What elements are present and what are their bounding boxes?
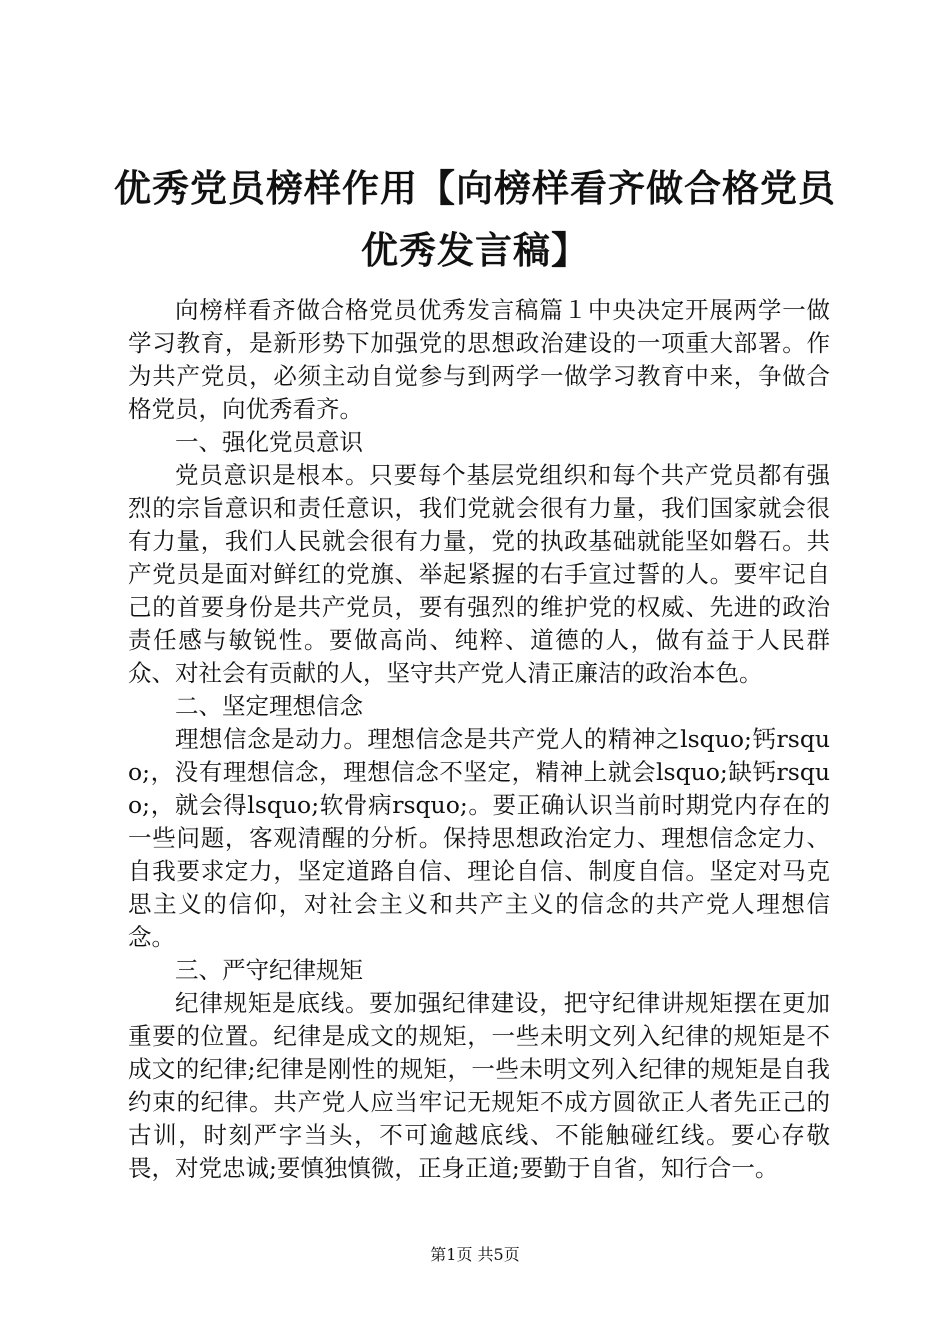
document-body xyxy=(128,294,830,1185)
section-heading-1: 一、强化党员意识 xyxy=(175,428,363,456)
document-title: 优秀党员榜样作用【向榜样看齐做合格党员优秀发言稿】 xyxy=(114,167,836,272)
section-heading-2: 二、坚定理想信念 xyxy=(175,692,363,720)
section-paragraph-1: 党员意识是根本。只要每个基层党组织和每个共产党员都有强烈的宗旨意识和责任意识，我们党就会很有力量，我们国家就会很有力量，我们人民就会很有力量，党的执政基础就能坚如磐石。共产党员是面对鲜红的党旗、举起紧握的右手宣过誓的人。要牢记自己的首要身份是共产党员，要有强烈的维护党的权威、先进的政治责任感与敏锐性。要做高尚、纯粹、道德的人，做有益于人民群众、对社会有贡献的人，坚守共产党人清正廉洁的政治本色。 xyxy=(128,461,830,687)
page-number-footer: 第1页 共5页 xyxy=(430,1245,520,1264)
section-paragraph-2: 理想信念是动力。理想信念是共产党人的精神之lsquo;钙rsquo;，没有理想信念，理想信念不坚定，精神上就会lsquo;缺钙rsquo;，就会得lsquo;软骨病rsquo;。要正确认识当前时期党内存在的一些问题，客观清醒的分析。保持思想政治定力、理想信念定力、自我要求定力，坚定道路自信、理论自信、制度自信。坚定对马克思主义的信仰，对社会主义和共产主义的信念的共产党人理想信念。 xyxy=(128,725,830,951)
section-paragraph-3: 纪律规矩是底线。要加强纪律建设，把守纪律讲规矩摆在更加重要的位置。纪律是成文的规矩，一些未明文列入纪律的规矩是不成文的纪律;纪律是刚性的规矩，一些未明文列入纪律的规矩是自我约束的纪律。共产党人应当牢记无规矩不成方圆欲正人者先正己的古训，时刻严字当头，不可逾越底线、不能触碰红线。要心存敬畏，对党忠诚;要慎独慎微，正身正道;要勤于自省，知行合一。 xyxy=(128,989,830,1182)
intro-paragraph: 向榜样看齐做合格党员优秀发言稿篇１中央决定开展两学一做学习教育，是新形势下加强党的思想政治建设的一项重大部署。作为共产党员，必须主动自觉参与到两学一做学习教育中来，争做合格党员，向优秀看齐。 xyxy=(128,296,830,423)
section-heading-3: 三、严守纪律规矩 xyxy=(175,956,363,984)
